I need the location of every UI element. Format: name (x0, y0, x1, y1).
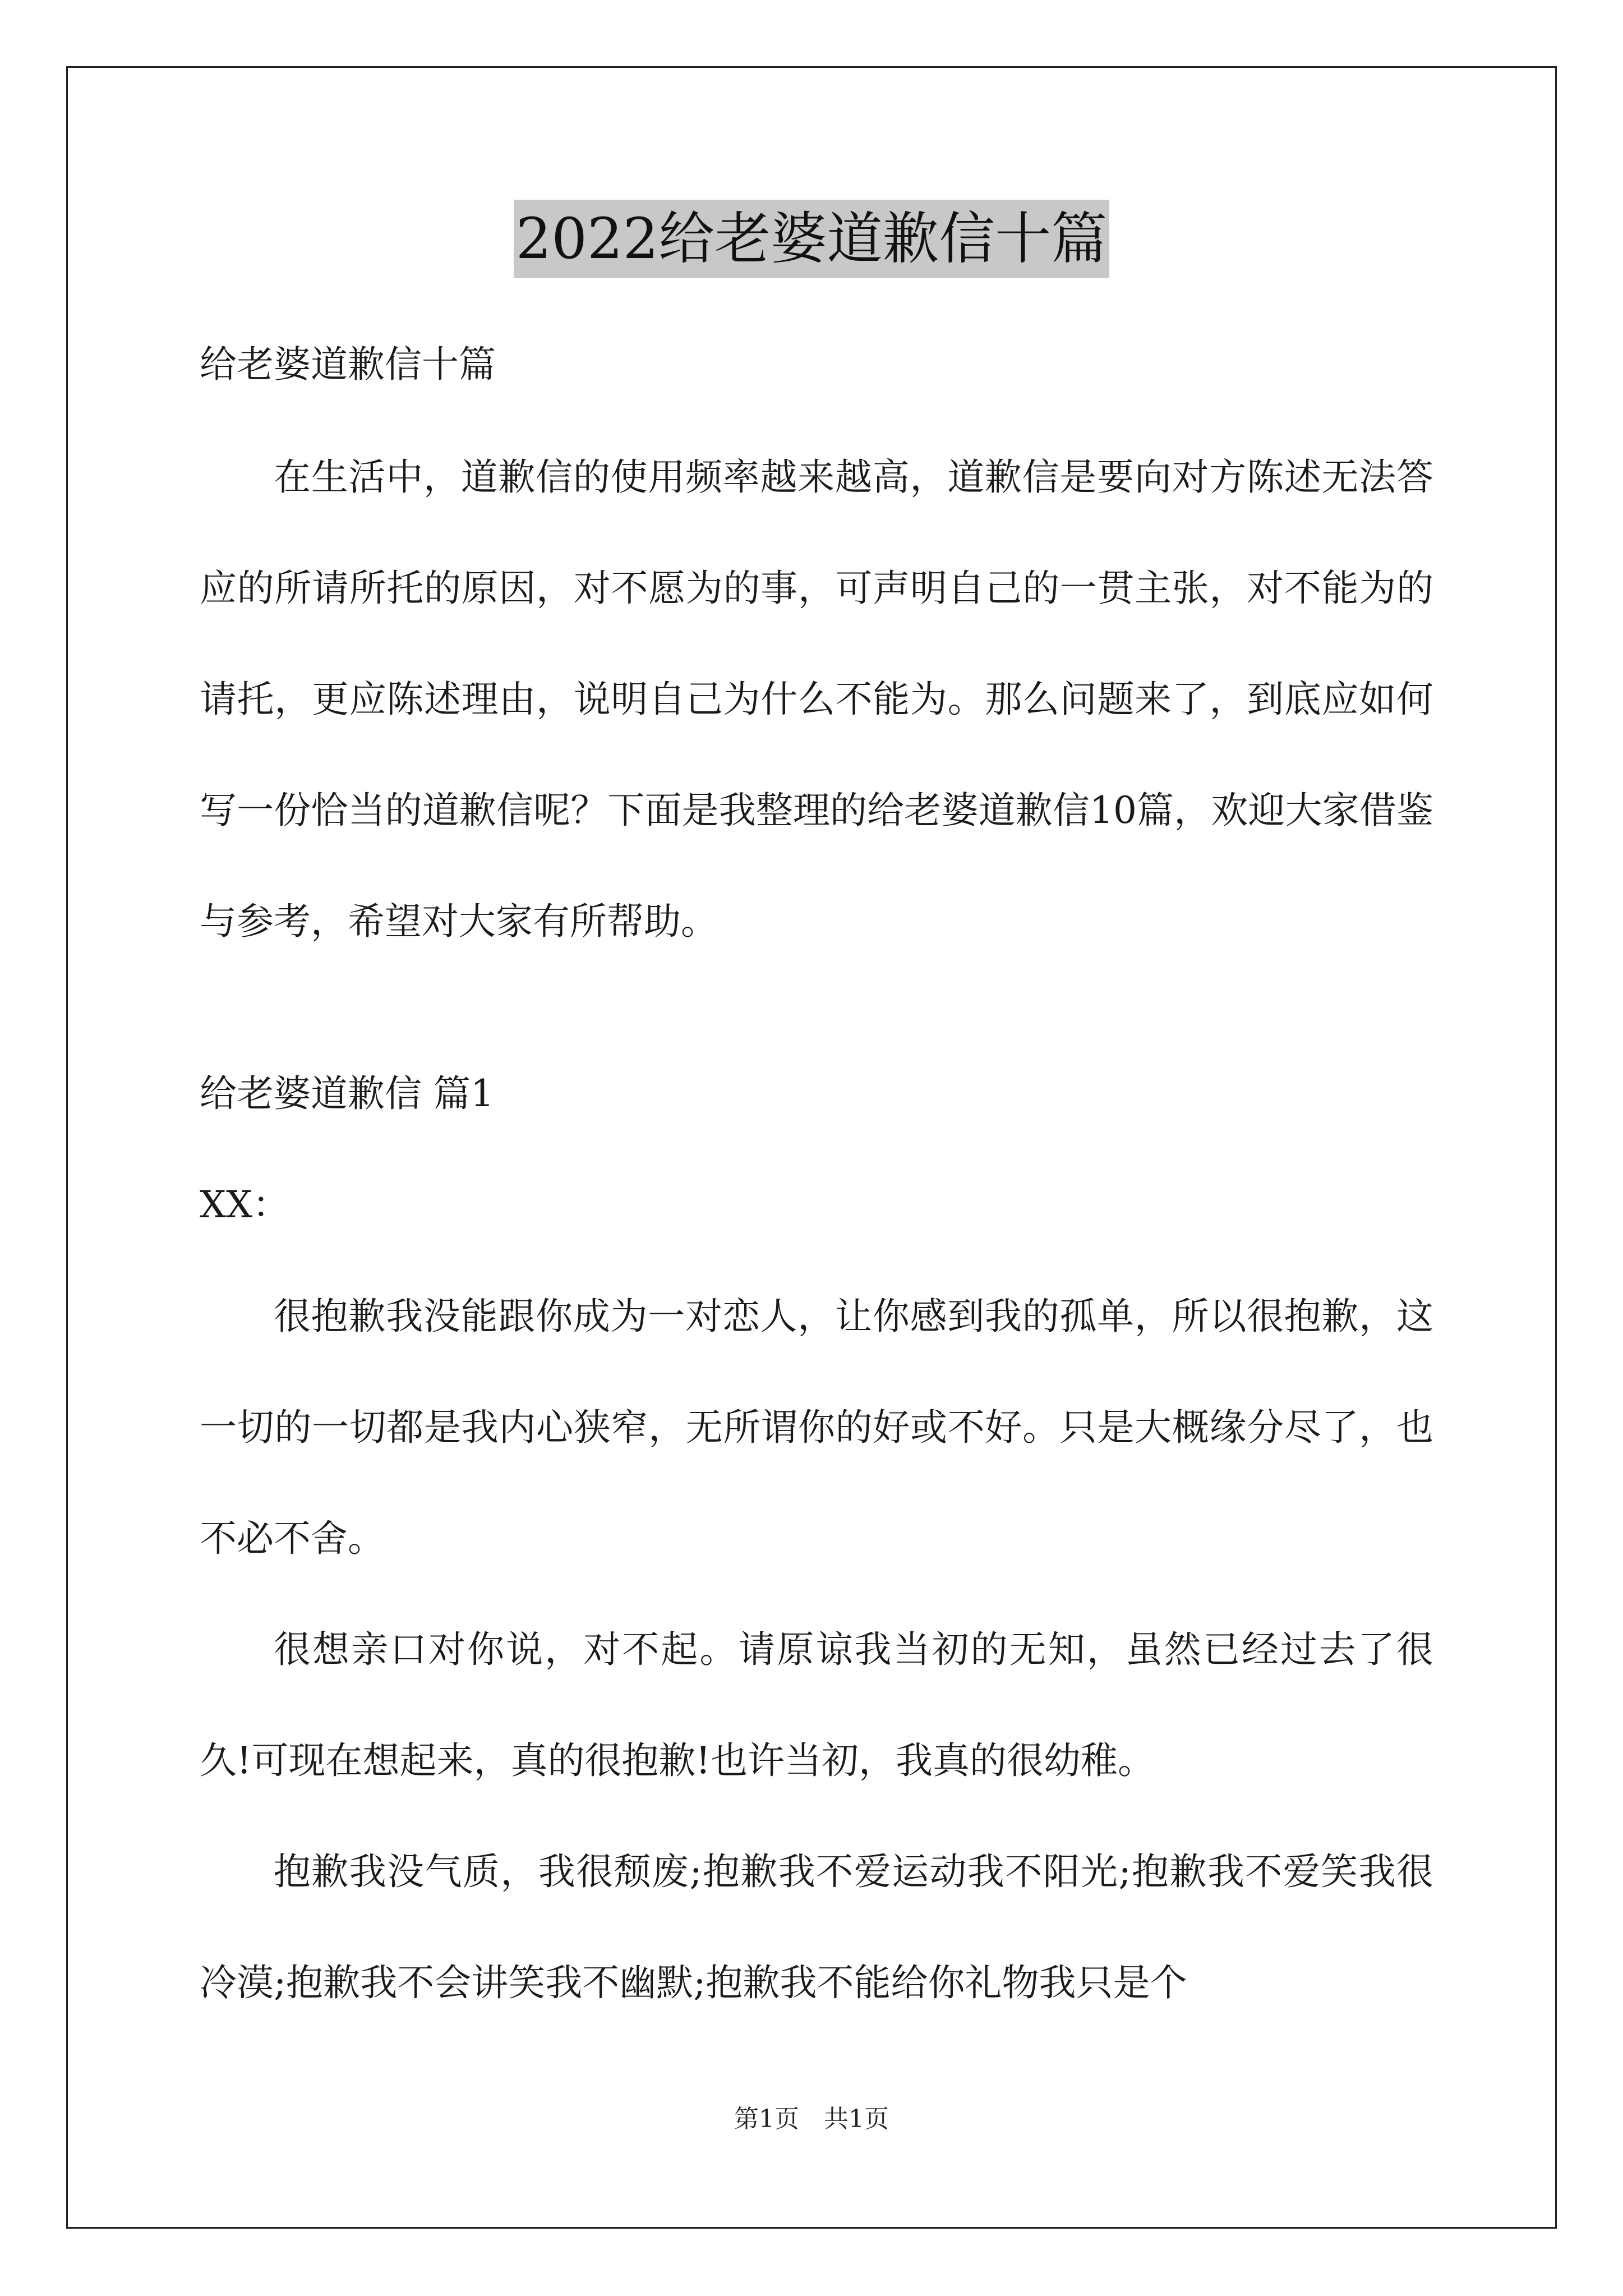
page-footer: 第1页 共1页 (734, 2105, 889, 2133)
document-title: 2022给老婆道歉信十篇 (514, 200, 1110, 278)
section-heading: 给老婆道歉信 篇1 (200, 1072, 494, 1115)
salutation: XX： (200, 1183, 289, 1226)
intro-paragraph: 在生活中，道歉信的使用频率越来越高，道歉信是要向对方陈述无法答应的所请所托的原因，对不愿为的事，可声明自己的一贯主张，对不能为的请托，更应陈述理由，说明自己为什么不能为。那么问题来了，到底应如何写一份恰当的道歉信呢？下面是我整理的给老婆道歉信10篇，欢迎大家借鉴与参考，希望对大家有所帮助。 (200, 455, 1433, 943)
document-body (200, 303, 1433, 2039)
body-paragraph-1: 很抱歉我没能跟你成为一对恋人，让你感到我的孤单，所以很抱歉，这一切的一切都是我内心狭窄，无所谓你的好或不好。只是大概缘分尽了，也不必不舍。 (200, 1295, 1433, 1560)
title-container (0, 200, 1623, 278)
body-paragraph-2: 很想亲口对你说，对不起。请原谅我当初的无知，虽然已经过去了很久!可现在想起来，真的很抱歉!也许当初，我真的很幼稚。 (200, 1628, 1433, 1782)
document-subtitle: 给老婆道歉信十篇 (200, 343, 496, 386)
body-paragraph-3: 抱歉我没气质，我很颓废;抱歉我不爱运动我不阳光;抱歉我不爱笑我很冷漠;抱歉我不会讲笑我不幽默;抱歉我不能给你礼物我只是个 (200, 1850, 1433, 2004)
